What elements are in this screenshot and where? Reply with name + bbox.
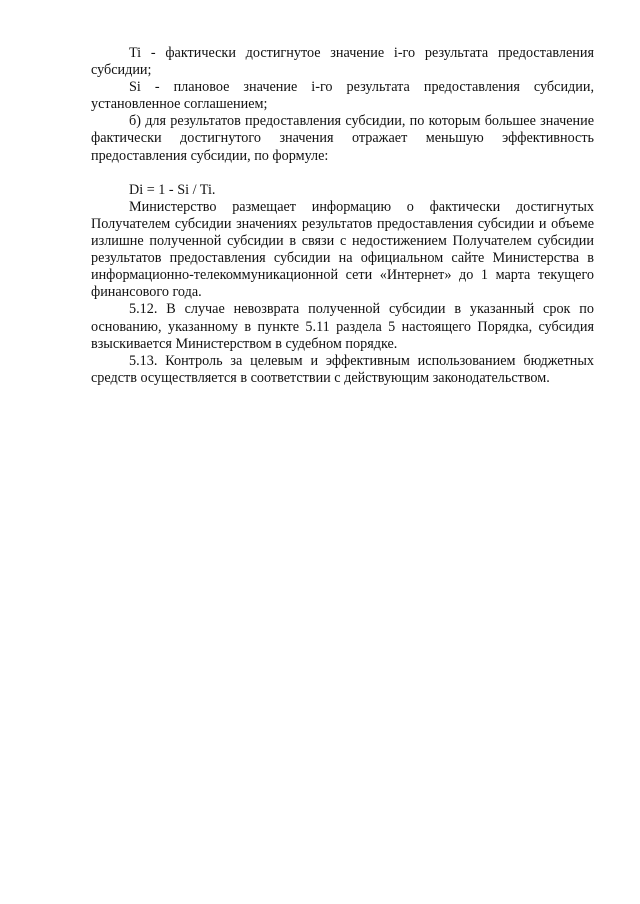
paragraph-item-b: б) для результатов предоставления субсидии, по которым большее значение фактически достигнутого значения отражает меньшую эффективность предоставления субсидии, по формуле: — [91, 113, 594, 164]
paragraph-clause-5-13: 5.13. Контроль за целевым и эффективным использованием бюджетных средств осуществляется в соответствии с действующим законодательством. — [91, 352, 594, 386]
paragraph-ti-definition: Ti - фактически достигнутое значение i-го результата предоставления субсидии; — [91, 45, 594, 79]
paragraph-ministry-info: Министерство размещает информацию о фактически достигнутых Получателем субсидии значениях результатов предоставления субсидии и объеме излишне полученной субсидии в связи с недостижением Получателем субсидии результатов предоставления субсидии на официальном сайте Министерства в информационно-телекоммуникационной сети «Интернет» до 1 марта текущего финансового года. — [91, 198, 594, 301]
formula-line: Di = 1 - Si / Ti. — [129, 181, 216, 198]
document-body — [91, 45, 594, 387]
paragraph-clause-5-12: 5.12. В случае невозврата полученной субсидии в указанный срок по основанию, указанному в пункте 5.11 раздела 5 настоящего Порядка, субсидия взыскивается Министерством в судебном порядке. — [91, 301, 594, 352]
paragraph-si-definition: Si - плановое значение i-го результата предоставления субсидии, установленное соглашением; — [91, 79, 594, 113]
blank-line — [91, 165, 594, 182]
